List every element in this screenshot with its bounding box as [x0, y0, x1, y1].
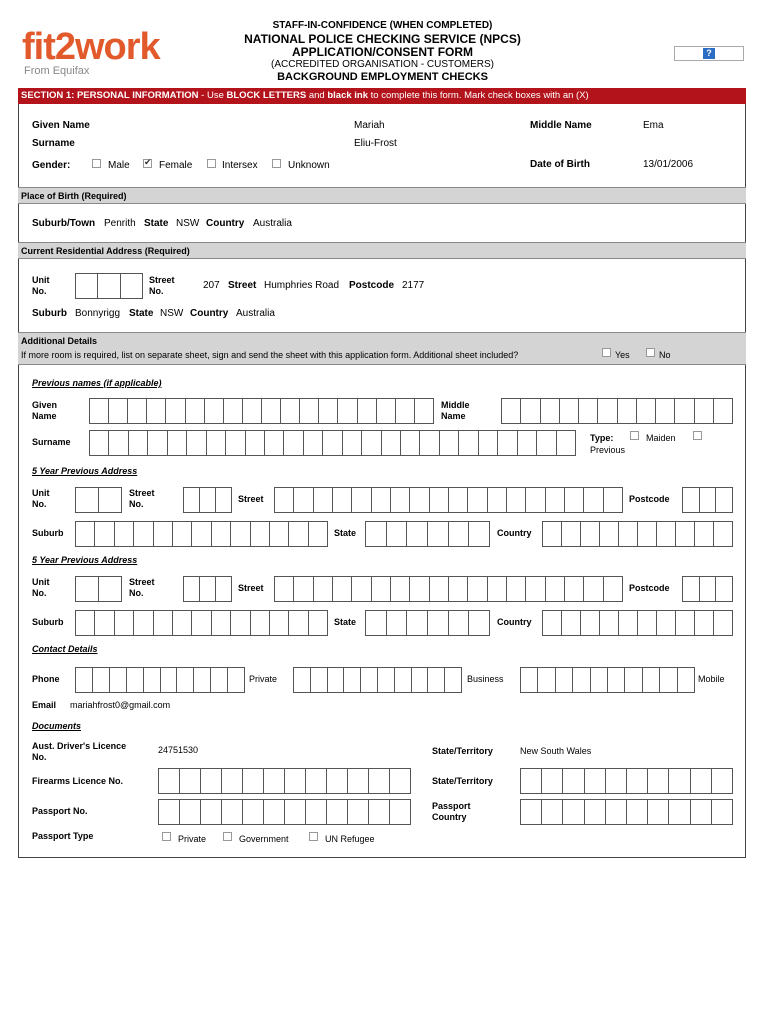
- pa2-street-label: Street: [238, 583, 264, 593]
- pa1-country-label: Country: [497, 528, 532, 538]
- additional-yes-label: Yes: [615, 350, 630, 360]
- passport-unrefugee-label: UN Refugee: [325, 834, 375, 844]
- pa2-state-label: State: [334, 617, 357, 627]
- additional-details-text: If more room is required, list on separate sheet, sign and send the sheet with this application form. Additional sheet included?: [21, 350, 519, 360]
- gender-unknown-label: Unknown: [288, 160, 330, 171]
- passport-government-checkbox[interactable]: [223, 832, 232, 841]
- prev-surname-label: Surname: [32, 437, 71, 447]
- fit2work-logo: fit2work: [22, 26, 160, 68]
- firearms-label: Firearms Licence No.: [32, 776, 124, 786]
- pa2-postcode-label: Postcode: [629, 583, 670, 593]
- surname-value[interactable]: Eliu-Frost: [354, 138, 397, 149]
- pa2-unit-label-1: Unit: [32, 577, 50, 587]
- passport-private-label: Private: [178, 834, 207, 844]
- passport-country-label-2: Country: [432, 812, 467, 822]
- firearms-boxes[interactable]: [158, 768, 411, 794]
- firearms-state-label: State/Territory: [432, 776, 493, 786]
- pa1-state-boxes[interactable]: [365, 521, 490, 547]
- phone-business-boxes[interactable]: [293, 667, 462, 693]
- pa2-unit-boxes[interactable]: [75, 576, 122, 602]
- addr-state-label: State: [129, 308, 154, 319]
- birth-suburb-label: Suburb/Town: [32, 218, 96, 229]
- street-value[interactable]: Humphries Road: [264, 280, 340, 291]
- given-name-label: Given Name: [32, 120, 90, 131]
- passport-government-label: Government: [239, 834, 289, 844]
- passport-boxes[interactable]: [158, 799, 411, 825]
- licence-state-value[interactable]: New South Wales: [520, 746, 592, 756]
- phone-private-label: Private: [249, 674, 278, 684]
- gender-female-checkbox[interactable]: [143, 159, 152, 168]
- passport-label: Passport No.: [32, 806, 88, 816]
- additional-yes-checkbox[interactable]: [602, 348, 611, 357]
- addr-suburb-value[interactable]: Bonnyrigg: [75, 308, 121, 319]
- pa1-suburb-label: Suburb: [32, 528, 64, 538]
- middle-name-value[interactable]: Ema: [643, 120, 664, 131]
- licence-state-label: State/Territory: [432, 746, 493, 756]
- pa2-suburb-boxes[interactable]: [75, 610, 328, 636]
- pa1-suburb-boxes[interactable]: [75, 521, 328, 547]
- dob-value[interactable]: 13/01/2006: [643, 159, 694, 170]
- pa1-stno-boxes[interactable]: [183, 487, 232, 513]
- pa1-street-label: Street: [238, 494, 264, 504]
- place-of-birth-bar: [18, 187, 746, 204]
- gender-male-checkbox[interactable]: [92, 159, 101, 168]
- middle-name-label: Middle Name: [530, 120, 592, 131]
- type-maiden-label: Maiden: [646, 433, 676, 443]
- pa1-stno-label-2: No.: [129, 499, 144, 509]
- pa2-postcode-boxes[interactable]: [682, 576, 733, 602]
- unit-no-label-1: Unit: [32, 275, 50, 285]
- type-previous-label: Previous: [590, 445, 626, 455]
- phone-mobile-boxes[interactable]: [520, 667, 695, 693]
- unit-no-label-2: No.: [32, 286, 47, 296]
- postcode-label: Postcode: [349, 280, 395, 291]
- current-address-title: Current Residential Address (Required): [21, 246, 190, 256]
- prev-given-boxes[interactable]: [89, 398, 434, 424]
- pa2-country-label: Country: [497, 617, 532, 627]
- gender-intersex-checkbox[interactable]: [207, 159, 216, 168]
- addr-state-value[interactable]: NSW: [160, 308, 184, 319]
- postcode-value[interactable]: 2177: [402, 280, 425, 291]
- street-no-label-1: Street: [149, 275, 175, 285]
- pa2-suburb-label: Suburb: [32, 617, 64, 627]
- gender-label: Gender:: [32, 160, 71, 171]
- firearms-state-boxes[interactable]: [520, 768, 733, 794]
- pa1-unit-boxes[interactable]: [75, 487, 122, 513]
- place-of-birth-title: Place of Birth (Required): [21, 191, 127, 201]
- birth-country-label: Country: [206, 218, 245, 229]
- pa1-stno-label-1: Street: [129, 488, 155, 498]
- logo-subtitle: From Equifax: [24, 65, 90, 77]
- addr-country-label: Country: [190, 308, 229, 319]
- street-no-label-2: No.: [149, 286, 164, 296]
- passport-country-boxes[interactable]: [520, 799, 733, 825]
- contact-details-heading: Contact Details: [32, 644, 98, 654]
- prev-middle-label-2: Name: [441, 411, 466, 421]
- email-label: Email: [32, 700, 57, 710]
- birth-state-value[interactable]: NSW: [176, 218, 200, 229]
- form-title-3: BACKGROUND EMPLOYMENT CHECKS: [277, 71, 488, 83]
- licence-label-2: No.: [32, 752, 47, 762]
- help-icon[interactable]: ?: [703, 48, 715, 59]
- previous-names-heading: Previous names (if applicable): [32, 378, 162, 388]
- pa1-state-label: State: [334, 528, 357, 538]
- licence-value[interactable]: 24751530: [158, 745, 199, 755]
- prev-middle-boxes[interactable]: [501, 398, 733, 424]
- unit-no-boxes[interactable]: [75, 273, 143, 299]
- gender-unknown-checkbox[interactable]: [272, 159, 281, 168]
- form-subtitle: (ACCREDITED ORGANISATION - CUSTOMERS): [271, 59, 494, 70]
- pa1-street-boxes[interactable]: [274, 487, 623, 513]
- additional-details-bar: [18, 332, 746, 365]
- prev-address-2-heading: 5 Year Previous Address: [32, 555, 138, 565]
- pa2-street-boxes[interactable]: [274, 576, 623, 602]
- additional-details-title: Additional Details: [21, 336, 98, 346]
- pa1-postcode-boxes[interactable]: [682, 487, 733, 513]
- pa2-stno-boxes[interactable]: [183, 576, 232, 602]
- type-maiden-checkbox[interactable]: [630, 431, 639, 440]
- surname-label: Surname: [32, 138, 75, 149]
- documents-heading: Documents: [32, 721, 82, 731]
- addr-country-value[interactable]: Australia: [236, 308, 275, 319]
- pa2-stno-label-1: Street: [129, 577, 155, 587]
- passport-unrefugee-checkbox[interactable]: [309, 832, 318, 841]
- email-value[interactable]: mariahfrost0@gmail.com: [70, 700, 171, 710]
- pa2-state-boxes[interactable]: [365, 610, 490, 636]
- prev-surname-boxes[interactable]: [89, 430, 576, 456]
- prev-given-label-2: Name: [32, 411, 57, 421]
- confidential-line: STAFF-IN-CONFIDENCE (WHEN COMPLETED): [272, 20, 493, 31]
- passport-type-label: Passport Type: [32, 831, 94, 841]
- phone-mobile-label: Mobile: [698, 674, 725, 684]
- addr-suburb-label: Suburb: [32, 308, 67, 319]
- phone-label: Phone: [32, 674, 60, 684]
- type-previous-checkbox[interactable]: [693, 431, 702, 440]
- section-1-header: SECTION 1: PERSONAL INFORMATION - Use BLOCK LETTERS and black ink to complete this form. Mark check boxes with an (X): [18, 88, 746, 104]
- form-title-1: NATIONAL POLICE CHECKING SERVICE (NPCS): [244, 32, 521, 46]
- pa2-stno-label-2: No.: [129, 588, 144, 598]
- prev-middle-label-1: Middle: [441, 400, 470, 410]
- additional-no-checkbox[interactable]: [646, 348, 655, 357]
- passport-private-checkbox[interactable]: [162, 832, 171, 841]
- gender-female-label: Female: [159, 160, 193, 171]
- type-label: Type:: [590, 433, 614, 443]
- phone-private-boxes[interactable]: [75, 667, 245, 693]
- additional-no-label: No: [659, 350, 671, 360]
- birth-state-label: State: [144, 218, 169, 229]
- pa2-country-boxes[interactable]: [542, 610, 733, 636]
- phone-business-label: Business: [467, 674, 504, 684]
- pa1-postcode-label: Postcode: [629, 494, 670, 504]
- gender-intersex-label: Intersex: [222, 160, 258, 171]
- dob-label: Date of Birth: [530, 159, 590, 170]
- birth-suburb-value[interactable]: Penrith: [104, 218, 136, 229]
- passport-country-label-1: Passport: [432, 801, 471, 811]
- pa1-unit-label-1: Unit: [32, 488, 50, 498]
- licence-label-1: Aust. Driver's Licence: [32, 741, 127, 751]
- pa1-unit-label-2: No.: [32, 499, 47, 509]
- street-label: Street: [228, 280, 257, 291]
- form-title-2: APPLICATION/CONSENT FORM: [291, 45, 474, 59]
- given-name-value[interactable]: Mariah: [354, 120, 385, 131]
- pa2-unit-label-2: No.: [32, 588, 47, 598]
- prev-address-1-heading: 5 Year Previous Address: [32, 466, 138, 476]
- street-no-value[interactable]: 207: [203, 280, 220, 291]
- pa1-country-boxes[interactable]: [542, 521, 733, 547]
- birth-country-value[interactable]: Australia: [253, 218, 292, 229]
- gender-male-label: Male: [108, 160, 130, 171]
- prev-given-label-1: Given: [32, 400, 58, 410]
